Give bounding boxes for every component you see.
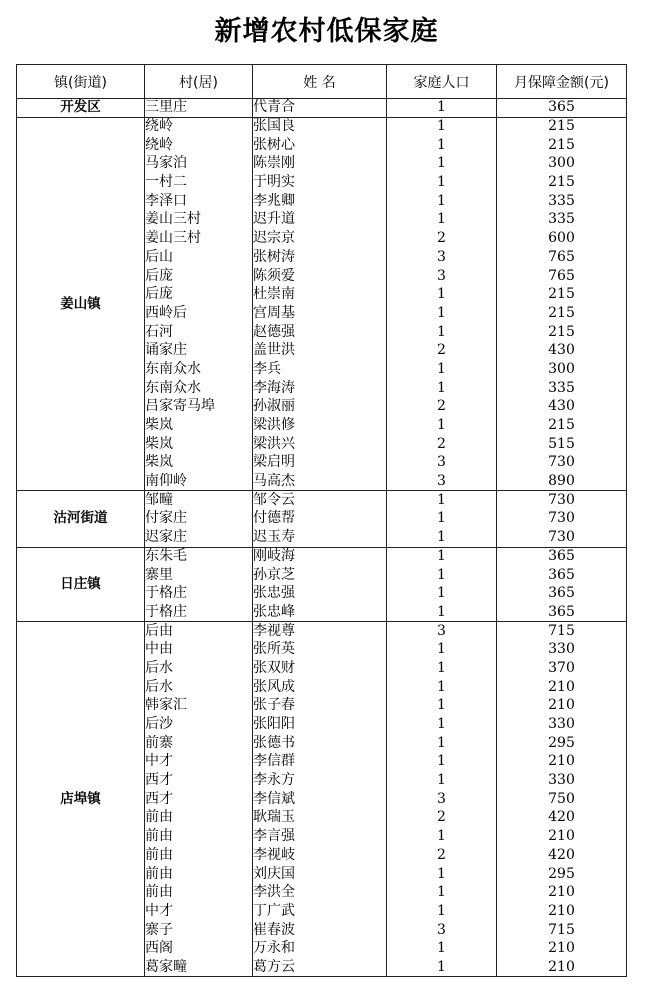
- amount-cell: 295: [497, 865, 627, 884]
- household-cell: 1: [387, 734, 497, 753]
- name-cell: 张阳阳: [253, 715, 387, 734]
- household-cell: 2: [387, 435, 497, 454]
- name-cell: 刚岐海: [253, 547, 387, 566]
- household-cell: 2: [387, 341, 497, 360]
- name-cell: 陈须爱: [253, 267, 387, 286]
- village-cell: 石河: [145, 323, 253, 342]
- household-cell: 1: [387, 491, 497, 510]
- name-cell: 张树涛: [253, 248, 387, 267]
- name-cell: 张国良: [253, 117, 387, 136]
- village-cell: 柴岚: [145, 454, 253, 473]
- amount-cell: 600: [497, 229, 627, 248]
- village-cell: 中才: [145, 753, 253, 772]
- village-cell: 前由: [145, 809, 253, 828]
- village-cell: 柴岚: [145, 416, 253, 435]
- subsistence-table: [16, 64, 627, 977]
- village-cell: 东朱毛: [145, 547, 253, 566]
- amount-cell: 335: [497, 192, 627, 211]
- village-cell: 中才: [145, 902, 253, 921]
- name-cell: 张忠强: [253, 584, 387, 603]
- village-cell: 寨子: [145, 921, 253, 940]
- village-cell: 葛家疃: [145, 958, 253, 977]
- household-cell: 1: [387, 136, 497, 155]
- amount-cell: 210: [497, 753, 627, 772]
- name-cell: 盖世洪: [253, 341, 387, 360]
- amount-cell: 215: [497, 136, 627, 155]
- household-cell: 1: [387, 155, 497, 174]
- town-cell: 沽河街道: [17, 491, 145, 547]
- household-cell: 3: [387, 622, 497, 641]
- village-cell: 东南众水: [145, 360, 253, 379]
- village-cell: 后山: [145, 248, 253, 267]
- village-cell: 西才: [145, 771, 253, 790]
- amount-cell: 215: [497, 416, 627, 435]
- amount-cell: 370: [497, 659, 627, 678]
- amount-cell: 295: [497, 734, 627, 753]
- header-household: 家庭人口: [387, 65, 497, 99]
- name-cell: 孙京芝: [253, 566, 387, 585]
- amount-cell: 330: [497, 715, 627, 734]
- amount-cell: 300: [497, 155, 627, 174]
- name-cell: 梁洪修: [253, 416, 387, 435]
- amount-cell: 210: [497, 902, 627, 921]
- name-cell: 迟升道: [253, 211, 387, 230]
- name-cell: 邹令云: [253, 491, 387, 510]
- village-cell: 一村二: [145, 173, 253, 192]
- village-cell: 西岭后: [145, 304, 253, 323]
- name-cell: 李永方: [253, 771, 387, 790]
- village-cell: 韩家汇: [145, 697, 253, 716]
- household-cell: 1: [387, 958, 497, 977]
- village-cell: 诵家庄: [145, 341, 253, 360]
- amount-cell: 335: [497, 211, 627, 230]
- household-cell: 1: [387, 379, 497, 398]
- town-cell: 姜山镇: [17, 117, 145, 491]
- amount-cell: 330: [497, 771, 627, 790]
- name-cell: 于明实: [253, 173, 387, 192]
- page-title: 新增农村低保家庭: [214, 16, 439, 47]
- name-cell: 陈崇刚: [253, 155, 387, 174]
- amount-cell: 365: [497, 99, 627, 118]
- table-body: [17, 99, 627, 977]
- village-cell: 前由: [145, 846, 253, 865]
- household-cell: 1: [387, 640, 497, 659]
- household-cell: 1: [387, 173, 497, 192]
- household-cell: 1: [387, 528, 497, 547]
- town-cell: 日庄镇: [17, 547, 145, 622]
- household-cell: 1: [387, 566, 497, 585]
- table-row: [17, 547, 627, 566]
- village-cell: 姜山三村: [145, 211, 253, 230]
- amount-cell: 765: [497, 248, 627, 267]
- household-cell: 1: [387, 304, 497, 323]
- village-cell: 前由: [145, 827, 253, 846]
- village-cell: 绕岭: [145, 136, 253, 155]
- name-cell: 丁广武: [253, 902, 387, 921]
- village-cell: 南仰岭: [145, 472, 253, 491]
- amount-cell: 365: [497, 603, 627, 622]
- village-cell: 柴岚: [145, 435, 253, 454]
- name-cell: 张忠峰: [253, 603, 387, 622]
- amount-cell: 890: [497, 472, 627, 491]
- village-cell: 前由: [145, 865, 253, 884]
- household-cell: 2: [387, 846, 497, 865]
- village-cell: 后庞: [145, 285, 253, 304]
- village-cell: 前由: [145, 883, 253, 902]
- name-cell: 李兆卿: [253, 192, 387, 211]
- amount-cell: 215: [497, 173, 627, 192]
- name-cell: 张德书: [253, 734, 387, 753]
- name-cell: 李信斌: [253, 790, 387, 809]
- amount-cell: 715: [497, 622, 627, 641]
- household-cell: 1: [387, 883, 497, 902]
- household-cell: 1: [387, 753, 497, 772]
- household-cell: 3: [387, 921, 497, 940]
- name-cell: 李言强: [253, 827, 387, 846]
- amount-cell: 215: [497, 285, 627, 304]
- name-cell: 崔春波: [253, 921, 387, 940]
- name-cell: 李兵: [253, 360, 387, 379]
- amount-cell: 300: [497, 360, 627, 379]
- village-cell: 吕家寄马埠: [145, 398, 253, 417]
- amount-cell: 715: [497, 921, 627, 940]
- village-cell: 寨里: [145, 566, 253, 585]
- name-cell: 马高杰: [253, 472, 387, 491]
- amount-cell: 730: [497, 528, 627, 547]
- amount-cell: 430: [497, 341, 627, 360]
- header-name: 姓 名: [253, 65, 387, 99]
- village-cell: 付家庄: [145, 510, 253, 529]
- village-cell: 后沙: [145, 715, 253, 734]
- village-cell: 西才: [145, 790, 253, 809]
- name-cell: 李信群: [253, 753, 387, 772]
- header-amount: 月保障金额(元): [497, 65, 627, 99]
- village-cell: 中由: [145, 640, 253, 659]
- name-cell: 李视岐: [253, 846, 387, 865]
- household-cell: 1: [387, 117, 497, 136]
- village-cell: 马家泊: [145, 155, 253, 174]
- amount-cell: 430: [497, 398, 627, 417]
- household-cell: 1: [387, 323, 497, 342]
- name-cell: 张风成: [253, 678, 387, 697]
- household-cell: 2: [387, 229, 497, 248]
- table-row: [17, 99, 627, 118]
- name-cell: 宫周基: [253, 304, 387, 323]
- name-cell: 赵德强: [253, 323, 387, 342]
- household-cell: 3: [387, 267, 497, 286]
- village-cell: 李泽口: [145, 192, 253, 211]
- name-cell: 万永和: [253, 939, 387, 958]
- household-cell: 1: [387, 865, 497, 884]
- amount-cell: 210: [497, 883, 627, 902]
- amount-cell: 365: [497, 584, 627, 603]
- amount-cell: 210: [497, 958, 627, 977]
- household-cell: 1: [387, 211, 497, 230]
- header-row: [17, 65, 627, 99]
- household-cell: 1: [387, 659, 497, 678]
- amount-cell: 215: [497, 117, 627, 136]
- name-cell: 张所英: [253, 640, 387, 659]
- village-cell: 于格庄: [145, 584, 253, 603]
- household-cell: 3: [387, 472, 497, 491]
- header-town: 镇(街道): [17, 65, 145, 99]
- name-cell: 葛方云: [253, 958, 387, 977]
- name-cell: 付德帮: [253, 510, 387, 529]
- amount-cell: 730: [497, 510, 627, 529]
- table-row: [17, 117, 627, 136]
- amount-cell: 515: [497, 435, 627, 454]
- name-cell: 耿瑞玉: [253, 809, 387, 828]
- name-cell: 迟玉寿: [253, 528, 387, 547]
- household-cell: 1: [387, 285, 497, 304]
- household-cell: 1: [387, 902, 497, 921]
- name-cell: 孙淑丽: [253, 398, 387, 417]
- village-cell: 后水: [145, 678, 253, 697]
- name-cell: 梁洪兴: [253, 435, 387, 454]
- amount-cell: 730: [497, 491, 627, 510]
- village-cell: 绕岭: [145, 117, 253, 136]
- name-cell: 迟宗京: [253, 229, 387, 248]
- amount-cell: 335: [497, 379, 627, 398]
- village-cell: 西阁: [145, 939, 253, 958]
- amount-cell: 215: [497, 323, 627, 342]
- household-cell: 1: [387, 510, 497, 529]
- household-cell: 1: [387, 678, 497, 697]
- household-cell: 3: [387, 248, 497, 267]
- village-cell: 东南众水: [145, 379, 253, 398]
- amount-cell: 420: [497, 846, 627, 865]
- household-cell: 1: [387, 715, 497, 734]
- name-cell: 张树心: [253, 136, 387, 155]
- name-cell: 刘庆国: [253, 865, 387, 884]
- amount-cell: 420: [497, 809, 627, 828]
- amount-cell: 210: [497, 827, 627, 846]
- name-cell: 李洪全: [253, 883, 387, 902]
- name-cell: 李视尊: [253, 622, 387, 641]
- amount-cell: 730: [497, 454, 627, 473]
- household-cell: 2: [387, 398, 497, 417]
- name-cell: 梁启明: [253, 454, 387, 473]
- amount-cell: 750: [497, 790, 627, 809]
- household-cell: 1: [387, 547, 497, 566]
- amount-cell: 215: [497, 304, 627, 323]
- village-cell: 后庞: [145, 267, 253, 286]
- village-cell: 姜山三村: [145, 229, 253, 248]
- amount-cell: 210: [497, 697, 627, 716]
- village-cell: 后由: [145, 622, 253, 641]
- household-cell: 1: [387, 939, 497, 958]
- name-cell: 李海涛: [253, 379, 387, 398]
- village-cell: 邹疃: [145, 491, 253, 510]
- household-cell: 2: [387, 809, 497, 828]
- household-cell: 1: [387, 584, 497, 603]
- name-cell: 杜崇南: [253, 285, 387, 304]
- household-cell: 1: [387, 416, 497, 435]
- household-cell: 1: [387, 99, 497, 118]
- village-cell: 后水: [145, 659, 253, 678]
- name-cell: 张双财: [253, 659, 387, 678]
- village-cell: 三里庄: [145, 99, 253, 118]
- table-row: [17, 491, 627, 510]
- household-cell: 1: [387, 603, 497, 622]
- town-cell: 开发区: [17, 99, 145, 118]
- table-row: [17, 622, 627, 641]
- header-village: 村(居): [145, 65, 253, 99]
- name-cell: 代青合: [253, 99, 387, 118]
- amount-cell: 365: [497, 547, 627, 566]
- village-cell: 前寨: [145, 734, 253, 753]
- amount-cell: 210: [497, 939, 627, 958]
- amount-cell: 210: [497, 678, 627, 697]
- name-cell: 张子春: [253, 697, 387, 716]
- household-cell: 3: [387, 454, 497, 473]
- household-cell: 1: [387, 771, 497, 790]
- village-cell: 迟家庄: [145, 528, 253, 547]
- household-cell: 1: [387, 360, 497, 379]
- town-cell: 店埠镇: [17, 622, 145, 977]
- household-cell: 1: [387, 827, 497, 846]
- amount-cell: 330: [497, 640, 627, 659]
- household-cell: 3: [387, 790, 497, 809]
- amount-cell: 765: [497, 267, 627, 286]
- village-cell: 于格庄: [145, 603, 253, 622]
- household-cell: 1: [387, 192, 497, 211]
- household-cell: 1: [387, 697, 497, 716]
- amount-cell: 365: [497, 566, 627, 585]
